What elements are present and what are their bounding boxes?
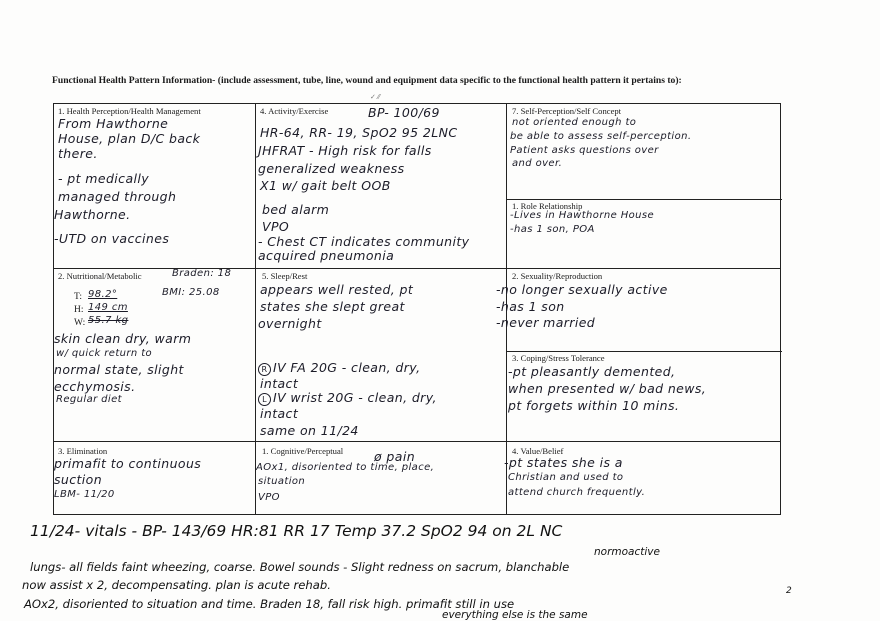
cell-label: 5. Sleep/Rest: [262, 271, 308, 281]
hw-line: From Hawthorne: [58, 116, 169, 131]
cell-label: 1. Health Perception/Health Management: [58, 106, 201, 116]
left-marker: L: [258, 393, 271, 406]
hw-line: managed through: [58, 189, 177, 204]
hw-line: normal state, slight: [54, 362, 184, 377]
hw-bp: BP- 100/69: [368, 105, 440, 120]
cell-label: 1. Cognitive/Perceptual: [262, 446, 344, 456]
hw-line: overnight: [258, 316, 322, 331]
hw-line: -pt states she is a: [504, 455, 623, 470]
hw-line: Regular diet: [56, 394, 122, 405]
hw-line: suction: [54, 472, 103, 487]
hw-line: attend church frequently.: [508, 487, 646, 498]
hw-line: -no longer sexually active: [496, 282, 668, 297]
hw-line: [258, 390, 437, 406]
hw-line: -Lives in Hawthorne House: [510, 210, 655, 221]
temp-label: T:: [74, 292, 82, 302]
hw-line: Christian and used to: [508, 472, 624, 483]
grid-divider: [54, 268, 780, 269]
hw-weight: 55.7 kg: [88, 315, 129, 326]
hw-line: HR-64, RR- 19, SpO2 95 2LNC: [260, 125, 458, 140]
hw-line: Patient asks questions over: [510, 145, 659, 156]
height-label: H:: [74, 305, 84, 315]
note-vitals: 11/24- vitals - BP- 143/69 HR:81 RR 17 Temp 37.2 SpO2 94 on 2L NC: [30, 522, 563, 540]
hw-line: - pt medically: [58, 171, 150, 186]
hw-line: acquired pneumonia: [258, 248, 395, 263]
grid-divider: [54, 441, 780, 442]
hw-line: -UTD on vaccines: [54, 231, 170, 246]
cell-label: 1. Role Relationship: [512, 201, 583, 211]
hw-line: VPO: [262, 219, 290, 234]
hw-line: situation: [258, 476, 306, 487]
hw-pain: ø pain: [374, 449, 416, 464]
hw-line: same on 11/24: [260, 423, 359, 438]
hw-line: be able to assess self-perception.: [510, 131, 692, 142]
right-marker: R: [258, 363, 271, 376]
hw-line: and over.: [512, 158, 563, 169]
hw-line: -has 1 son, POA: [510, 224, 595, 235]
hw-line: there.: [58, 146, 98, 161]
hw-line: - Chest CT indicates community: [258, 234, 470, 249]
hw-line: intact: [260, 376, 299, 391]
hw-line: House, plan D/C back: [58, 131, 201, 146]
health-pattern-grid: [53, 103, 781, 515]
note-lungs: lungs- all fields faint wheezing, coarse. Bowel sounds - Slight redness on sacrum, blanchable: [30, 560, 570, 574]
weight-label: W:: [74, 318, 86, 328]
cell-label: 2. Nutritional/Metabolic: [58, 271, 142, 281]
cell-label: 4. Activity/Exercise: [260, 106, 329, 116]
hw-line: states she slept great: [260, 299, 405, 314]
hw-line: X1 w/ gait belt OOB: [260, 178, 391, 193]
hw-line: AOx1, disoriented to time, place,: [256, 462, 435, 473]
hw-line: VPO: [258, 492, 280, 503]
cell-label: 3. Elimination: [58, 446, 108, 456]
hw-line: -never married: [496, 315, 596, 330]
hw-line: skin clean dry, warm: [54, 331, 192, 346]
grid-divider: [255, 104, 256, 514]
note-orientation: AOx2, disoriented to situation and time. Braden 18, fall risk high. primafit still in use: [24, 597, 515, 611]
hw-braden: Braden: 18: [172, 268, 232, 279]
note-assist: now assist x 2, decompensating. plan is acute rehab.: [22, 578, 331, 592]
hw-line: pt forgets within 10 mins.: [508, 398, 680, 413]
hw-line: intact: [260, 406, 299, 421]
note-same: everything else is the same: [442, 609, 588, 621]
cell-label: 4. Value/Belief: [512, 446, 564, 456]
pen-mark: ✓ ⁄⁄: [370, 94, 381, 101]
iv-line: IV wrist 20G - clean, dry,: [273, 390, 437, 405]
hw-temp: 98.2°: [88, 289, 118, 300]
hw-line: w/ quick return to: [56, 348, 153, 359]
hw-line: when presented w/ bad news,: [508, 381, 707, 396]
hw-line: bed alarm: [262, 202, 330, 217]
form-header: Functional Health Pattern Information- (include assessment, tube, line, wound and equipment data specific to the functional health pattern it pertains to):: [52, 75, 682, 86]
hw-line: -has 1 son: [496, 299, 565, 314]
cell-label: 7. Self-Perception/Self Concept: [512, 106, 622, 116]
hw-line: [258, 360, 420, 376]
hw-line: JHFRAT - High risk for falls: [258, 143, 432, 158]
hw-line: Hawthorne.: [54, 207, 131, 222]
hw-bmi: BMI: 25.08: [162, 287, 220, 298]
iv-line: IV FA 20G - clean, dry,: [273, 360, 421, 375]
note-normoactive: normoactive: [594, 546, 660, 558]
cell-label: 2. Sexuality/Reproduction: [512, 271, 603, 281]
hw-line: generalized weakness: [258, 161, 405, 176]
cell-label: 3. Coping/Stress Tolerance: [512, 353, 605, 363]
note-superscript: 2: [786, 586, 792, 596]
hw-line: appears well rested, pt: [260, 282, 414, 297]
hw-line: primafit to continuous: [54, 456, 202, 471]
hw-line: ecchymosis.: [54, 379, 136, 394]
hw-line: -pt pleasantly demented,: [508, 364, 676, 379]
hw-line: not oriented enough to: [512, 117, 637, 128]
hw-height: 149 cm: [88, 302, 128, 313]
hw-line: LBM- 11/20: [54, 489, 115, 500]
